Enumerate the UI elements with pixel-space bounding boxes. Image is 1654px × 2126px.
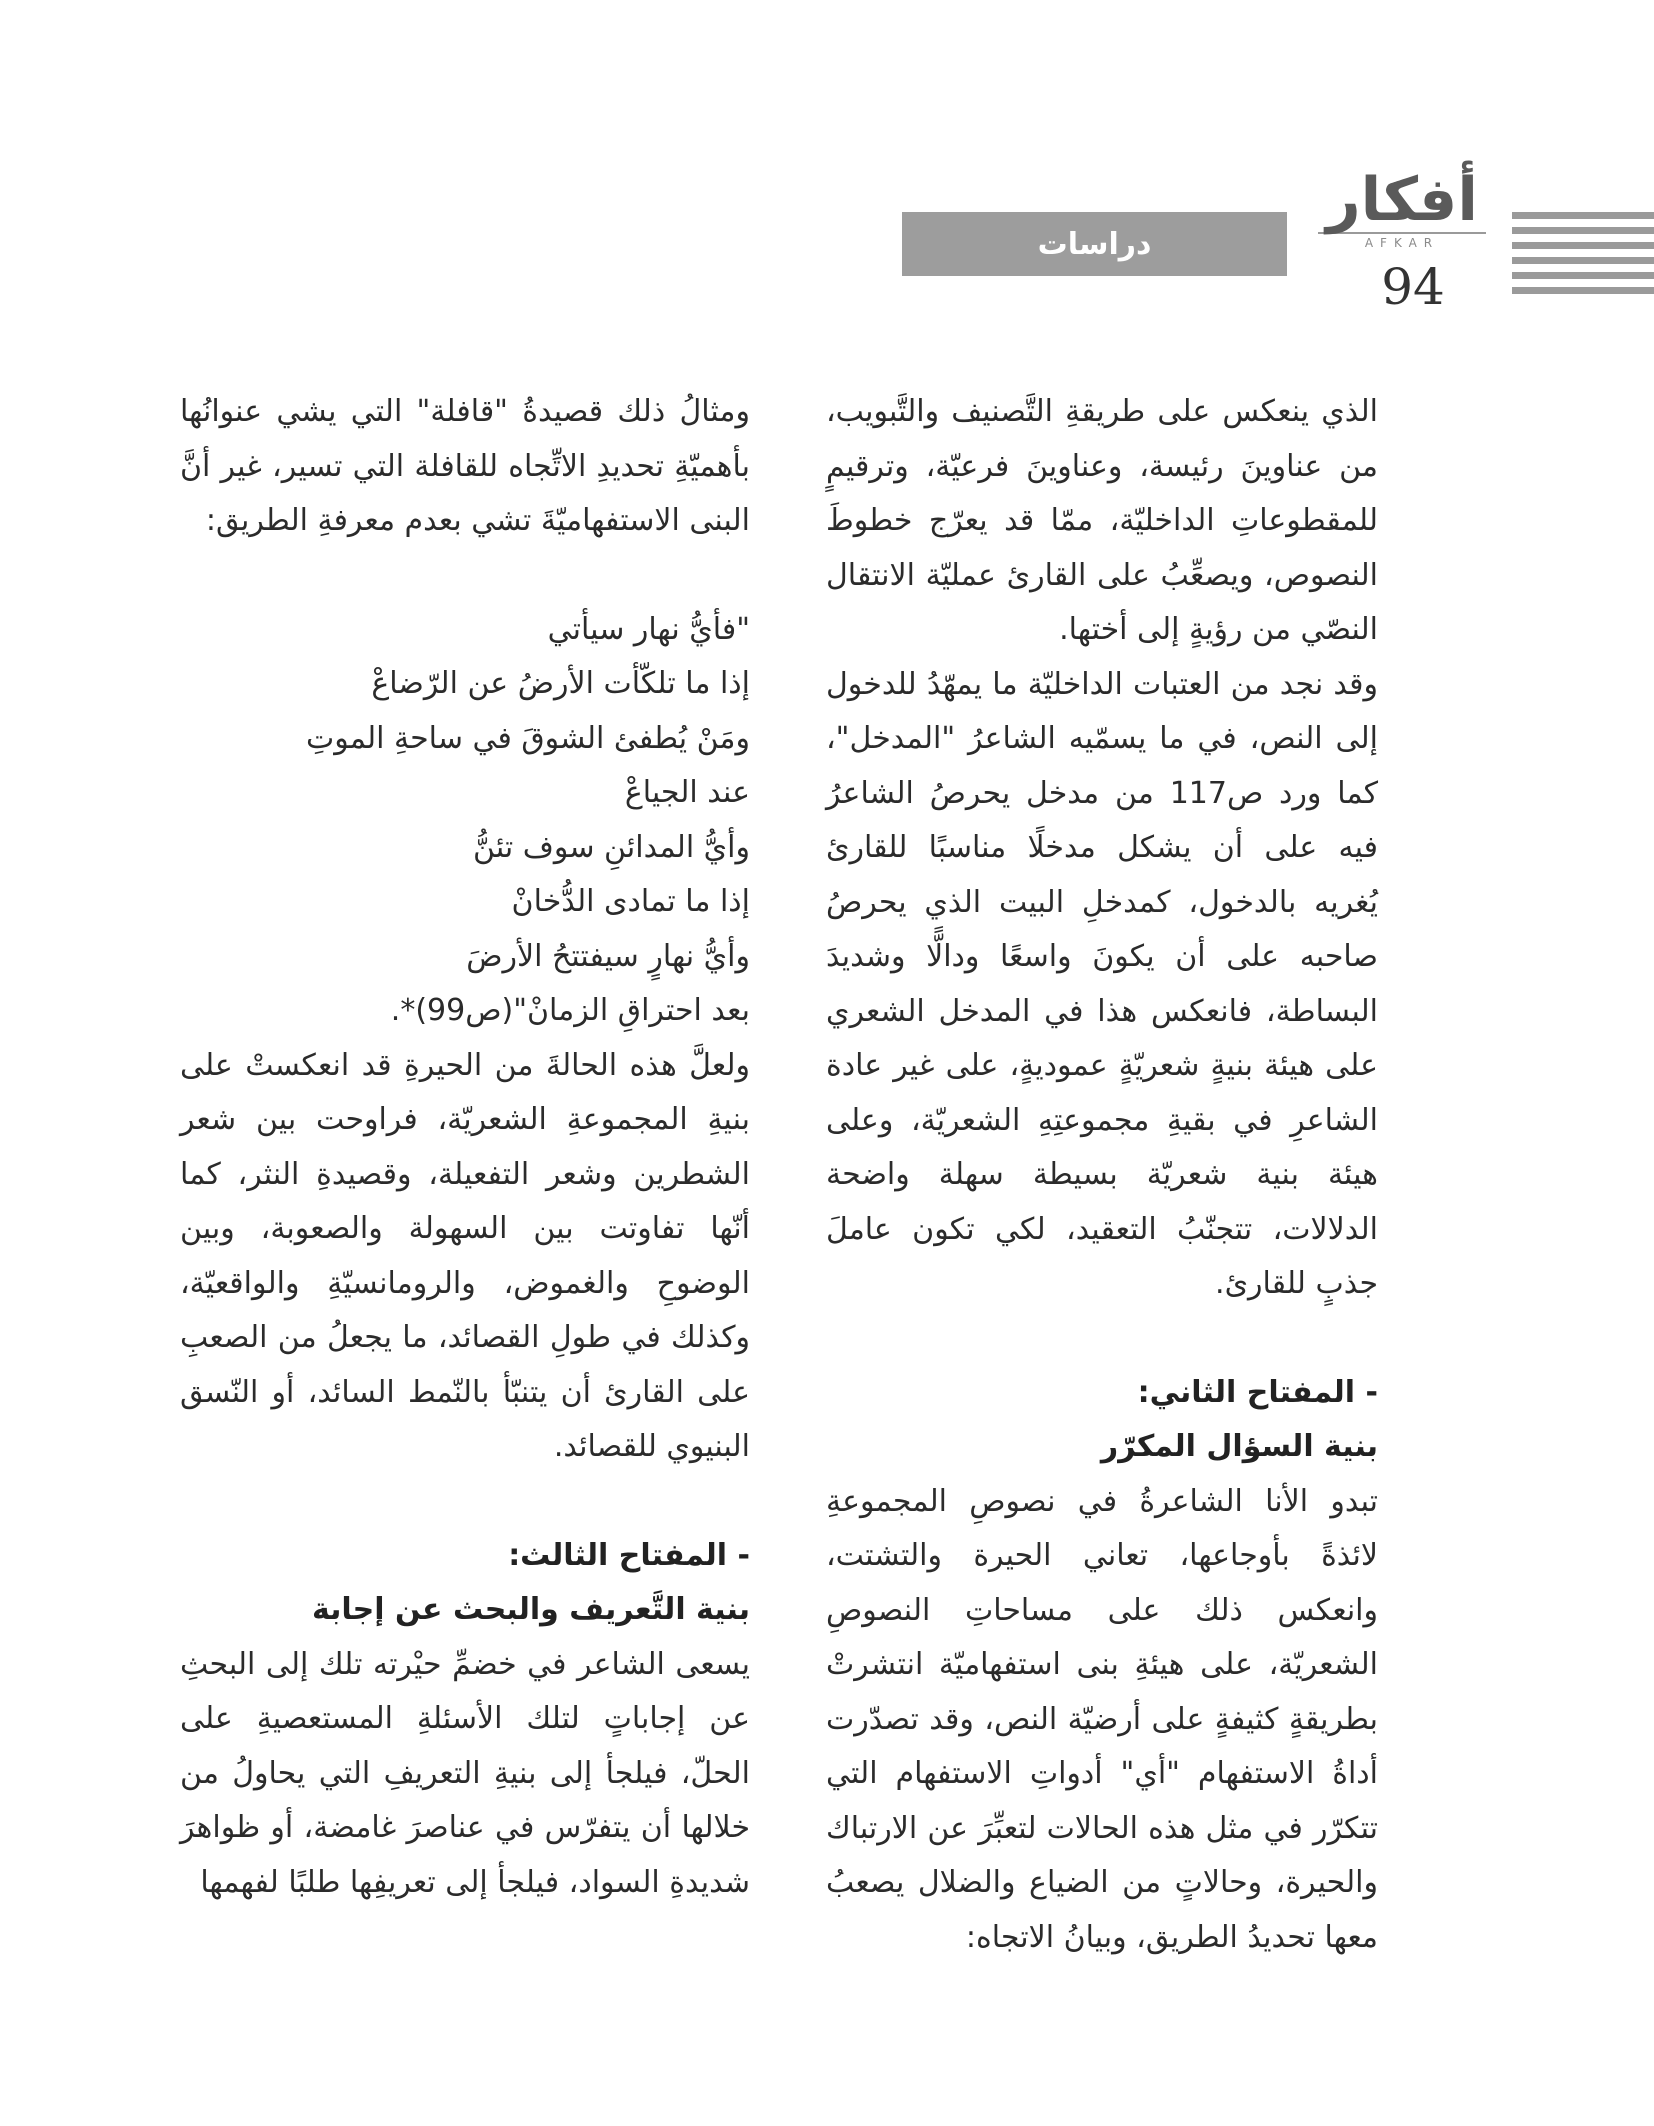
- paragraph: ولعلَّ هذه الحالةَ من الحيرةِ قد انعكستْ على بنيةِ المجموعةِ الشعريّة، فراوحت بين شعر الشطرين وشعر التفعيلة، وقصيدةِ النثر، كما أنّها تفاوتت بين السهولة والصعوبة، وبين الوضوحِ والغموض، والرومانسيّةِ والواقعيّة، وكذلك في طولِ القصائد، ما يجعلُ من الصعبِ على القارئ أن يتنبّأ بالنّمط السائد، أو النّسق البنيوي للقصائد.: [180, 1047, 750, 1464]
- paragraph: وقد نجد من العتبات الداخليّة ما يمهّدُ للدخول إلى النص، في ما يسمّيه الشاعرُ "المدخل"، كما ورد ص117 من مدخل يحرصُ الشاعرُ فيه على أن يشكل مدخلًا مناسبًا للقارئ يُغريه بالدخول، كمدخلِ البيت الذي يحرصُ صاحبه على أن يكونَ واسعًا ودالًّا وشديدَ البساطة، فانعكس هذا في المدخل الشعري على هيئة بنيةٍ شعريّةٍ عموديةٍ، على غير عادة الشاعرِ في بقيةِ مجموعتِهِ الشعريّة، وعلى هيئة بنية شعريّة بسيطة سهلة واضحة الدلالات، تتجنّبُ التعقيد، لكي تكون عاملَ جذبٍ للقارئ.: [826, 666, 1378, 1301]
- magazine-logo: [1318, 165, 1486, 250]
- section-heading: - المفتاح الثالث:: [508, 1537, 750, 1573]
- paragraph: الذي ينعكس على طريقةِ التَّصنيف والتَّبويب، من عناوينَ رئيسة، وعناوينَ فرعيّة، وترقيمٍ للمقطوعاتِ الداخليّة، ممّا قد يعرّج خطوطَ النصوص، ويصعِّبُ على القارئ عمليّة الانتقال النصّي من رؤيةٍ إلى أختها.: [826, 394, 1378, 647]
- spacer: [180, 1475, 750, 1529]
- poem-line: إذا ما تلكّأت الأرضُ عن الرّضاعْ: [371, 666, 750, 701]
- decorative-stripes: [1512, 212, 1654, 302]
- page-header: [0, 0, 1654, 330]
- paragraph: ومثالُ ذلك قصيدةُ "قافلة" التي يشي عنوانُها بأهميّةِ تحديدِ الاتِّجاه للقافلة التي تسير، غير أنَّ البنى الاستفهاميّةَ تشي بعدم معرفةِ الطريق:: [180, 394, 750, 538]
- right-column: [826, 385, 1378, 1965]
- stripe-line: [1512, 212, 1654, 219]
- poem-line: بعد احتراقِ الزمانْ"(ص99)*.: [390, 993, 750, 1028]
- stripe-line: [1512, 227, 1654, 234]
- paragraph: تبدو الأنا الشاعرةُ في نصوصِ المجموعةِ لائذةً بأوجاعها، تعاني الحيرة والتشتت، وانعكس ذلك على مساحاتِ النصوصِ الشعريّة، على هيئةِ بنى استفهاميّة انتشرتْ بطريقةٍ كثيفةٍ على أرضيّة النص، وقد تصدّرت أداةُ الاستفهام "أي" أدواتِ الاستفهام التي تتكرّر في مثل هذه الحالات لتعبِّرَ عن الارتباك والحيرة، وحالاتٍ من الضياع والضلال يصعبُ معها تحديدُ الطريق، وبيانُ الاتجاه:: [826, 1483, 1378, 1955]
- poem-line: وأيُّ المدائنِ سوف تئنُّ: [473, 829, 750, 865]
- poem-line: "فأيُّ نهار سيأتي: [547, 611, 750, 647]
- spacer: [826, 1312, 1378, 1366]
- poem-quote: [180, 603, 750, 1039]
- poem-line: ومَنْ يُطفئ الشوقَ في ساحةِ الموتِ: [305, 720, 750, 756]
- stripe-line: [1512, 257, 1654, 264]
- stripe-line: [1512, 287, 1654, 294]
- poem-line: عند الجياعْ: [624, 775, 750, 810]
- spacer: [180, 549, 750, 603]
- section-subheading: بنية السؤال المكرّر: [1100, 1429, 1378, 1464]
- logo-latin: AFKAR: [1318, 232, 1486, 250]
- stripe-line: [1512, 272, 1654, 279]
- section-heading: - المفتاح الثاني:: [1137, 1374, 1378, 1410]
- section-label: دراسات: [902, 212, 1287, 276]
- section-subheading: بنية التَّعريف والبحث عن إجابة: [311, 1592, 750, 1627]
- poem-line: إذا ما تمادى الدُّخانْ: [511, 884, 750, 919]
- page-number: 94: [1381, 258, 1445, 316]
- stripe-line: [1512, 242, 1654, 249]
- poem-line: وأيُّ نهارٍ سيفتتحُ الأرضَ: [466, 938, 750, 974]
- paragraph: يسعى الشاعر في خضمِّ حيْرته تلك إلى البحثِ عن إجاباتٍ لتلك الأسئلةِ المستعصيةِ على الحلّ، فيلجأ إلى بنيةِ التعريفِ التي يحاولُ من خلالها أن يتفرّس في عناصرَ غامضة، أو ظواهرَ شديدةِ السواد، فيلجأ إلى تعريفِها طلبًا لفهمها: [180, 1646, 750, 1900]
- left-column: [180, 385, 750, 1910]
- logo-arabic: أفكار: [1326, 165, 1478, 235]
